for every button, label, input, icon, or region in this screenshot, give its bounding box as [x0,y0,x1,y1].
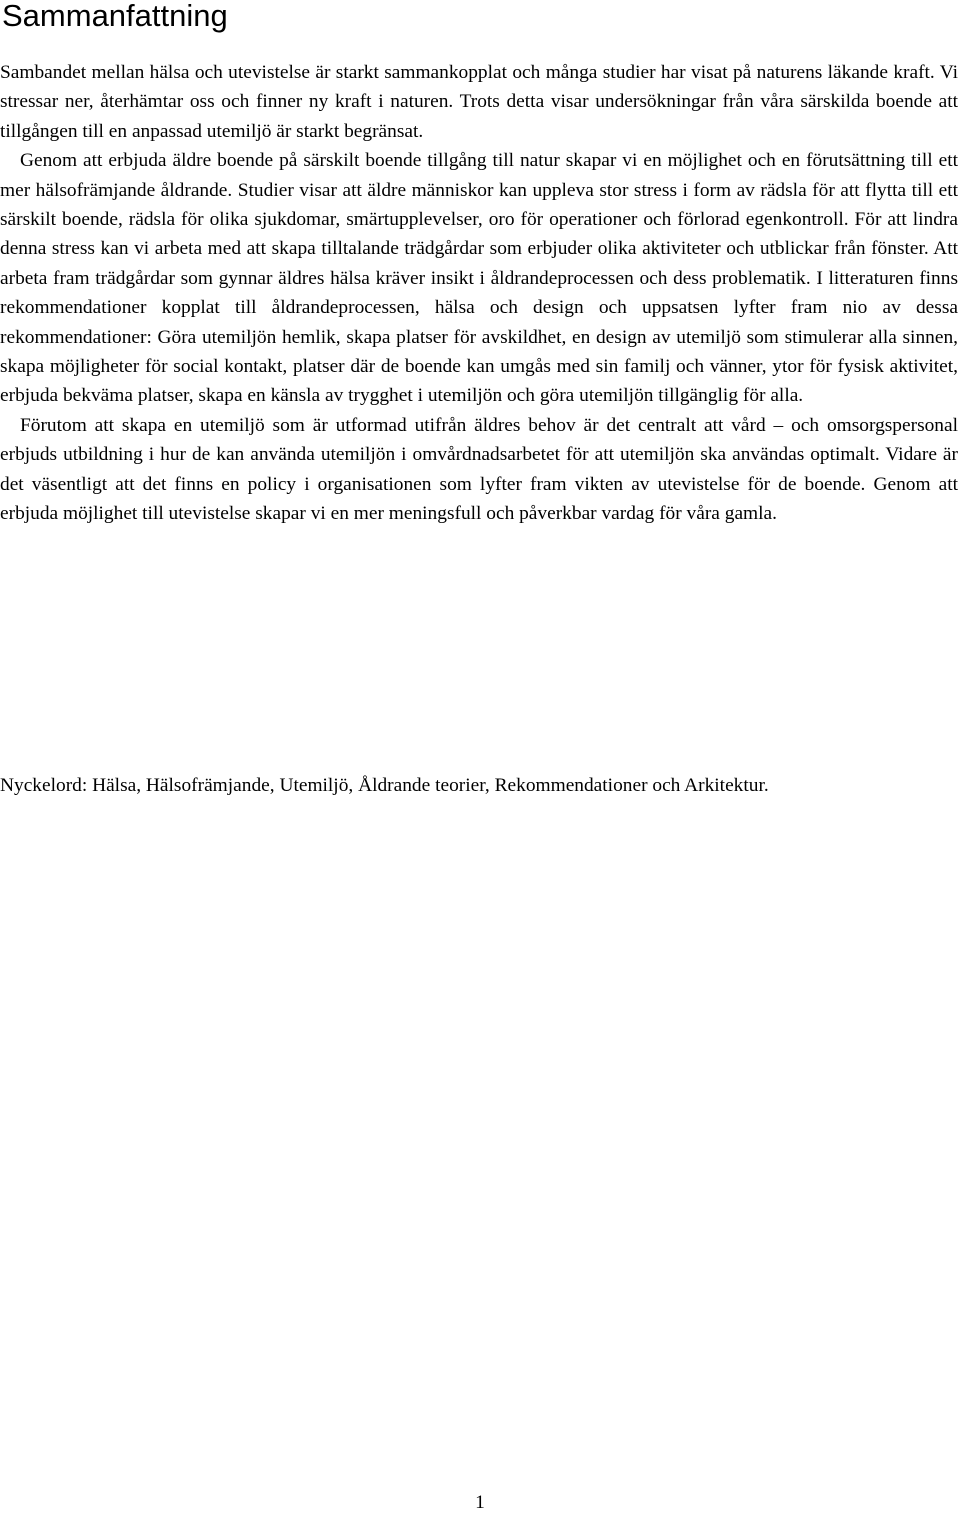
paragraph-recommendations: Genom att erbjuda äldre boende på särskilt boende tillgång till natur skapar vi en möjlighet och en förutsättning till ett mer hälsofrämjande åldrande. Studier visar att äldre människor kan uppleva stor stress i form av rädsla för att flytta till ett särskilt boende, rädsla för olika sjukdomar, smärtupplevelser, oro för operationer och förlorad egenkontroll. För att lindra denna stress kan vi arbeta med att skapa tilltalande trädgårdar som erbjuder olika aktiviteter och utblickar från fönster. Att arbeta fram trädgårdar som gynnar äldres hälsa kräver insikt i åldrandeprocessen och dess problematik. I litteraturen finns rekommendationer kopplat till åldrandeprocessen, hälsa och design och uppsatsen lyfter fram nio av dessa rekommendationer: Göra utemiljön hemlik, skapa platser för avskildhet, en design av utemiljö som stimulerar alla sinnen, skapa möjligheter för social kontakt, platser där de boende kan umgås med sin familj och vänner, ytor för fysisk aktivitet, erbjuda bekväma platser, skapa en känsla av trygghet i utemiljön och göra utemiljön tillgänglig för alla. [0,150,958,407]
page-number: 1 [475,1492,485,1513]
paragraph-staff-training: Förutom att skapa en utemiljö som är utformad utifrån äldres behov är det centralt att vård – och omsorgspersonal erbjuds utbildning i hur de kan använda utemiljön i omvårdnadsarbetet för att utemiljön ska användas optimalt. Vidare är det väsentligt att det finns en policy i organisationen som lyfter fram vikten av utevistelse för de boende. Genom att erbjuda möjlighet till utevistelse skapar vi en mer meningsfull och påverkbar vardag för våra gamla. [0,414,958,525]
paragraph-intro: Sambandet mellan hälsa och utevistelse är starkt sammankopplat och många studier har visat på naturens läkande kraft. Vi stressar ner, återhämtar oss och finner ny kraft i naturen. Trots detta visar undersökningar från våra särskilda boende att tillgången till en anpassad utemiljö är starkt begränsat. [0,62,958,142]
summary-body [0,58,958,529]
keywords-line: Nyckelord: Hälsa, Hälsofrämjande, Utemiljö, Åldrande teorier, Rekommendationer och Arkitektur. [0,775,769,796]
page-title: Sammanfattning [2,0,228,33]
